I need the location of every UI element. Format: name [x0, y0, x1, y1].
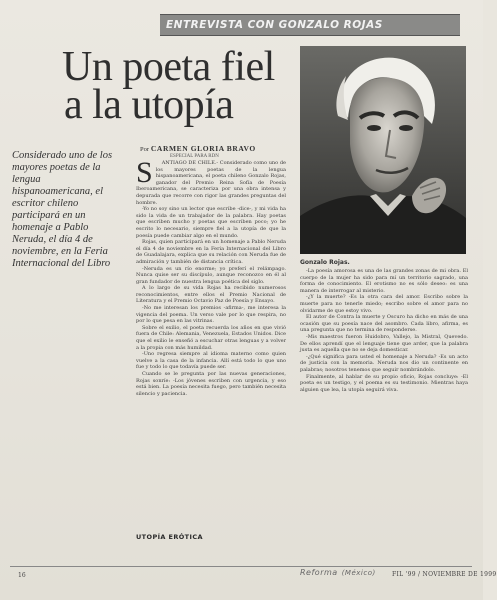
- paragraph: -La poesía amorosa es una de las grandes zonas de mi obra. El cuerpo de la mujer ha sido para mí un territorio sagrado, una forma de conocimiento. El erotismo no es sólo deseo: es una manera de interrogar al misterio.: [300, 268, 468, 294]
- paragraph: A lo largo de su vida Rojas ha recibido numerosos reconocimientos, entre ellos el Premio Nacional de Literatura y el Premio Octavio Paz de Poesía y Ensayo.: [136, 285, 286, 305]
- paragraph: -No me interesan los premios -afirma-, me interesa la vigencia del poema. Un verso vale por lo que respira, no por lo que pesa en las vitrinas.: [136, 305, 286, 325]
- headline-line-2: a la utopía: [64, 82, 234, 128]
- dateline: FIL '99 / NOVIEMBRE DE 1999: [392, 571, 497, 578]
- paragraph: -Uno regresa siempre al idioma materno como quien vuelve a la casa de la infancia. Allí está todo lo que uno fue y todo lo que todavía puede ser.: [136, 351, 286, 371]
- paragraph: ANTIAGO DE CHILE.- Considerado como uno de los mayores poetas de la lengua hispanoamericana, el poeta chileno Gonzalo Rojas, ganador del Premio Reina Sofía de Poesía Iberoamericana, se caracteriza por una obra intensa y depurada que recorre con rigor las grandes preguntas del hombre.: [136, 160, 286, 206]
- paragraph: -¿Y la muerte? -Es la otra cara del amor. Escribo sobre la muerte para no tenerle miedo; escribo sobre el amor para no olvidarme de que estoy vivo.: [300, 294, 468, 314]
- source-stamp: [300, 568, 376, 577]
- section-header-band: [160, 14, 460, 36]
- author-photo: [300, 46, 466, 254]
- photo-caption: Gonzalo Rojas.: [300, 259, 350, 266]
- section-header: ENTREVISTA CON GONZALO ROJAS: [166, 19, 383, 31]
- dropcap: S: [136, 156, 153, 189]
- byline-special: ESPECIAL PARA RDN: [170, 154, 219, 159]
- byline-prefix: Por: [140, 146, 150, 153]
- portrait-image: [300, 46, 466, 254]
- page-number: 16: [18, 572, 26, 579]
- subhead: UTOPÍA ERÓTICA: [136, 533, 203, 541]
- headline-line-1: Un poeta fiel: [62, 44, 275, 90]
- byline: [140, 144, 290, 159]
- paragraph: Cuando se le pregunta por las nuevas generaciones, Rojas sonríe: -Los jóvenes escriben con urgencia, y eso está bien. La poesía necesita fuego, pero también necesita silencio y paciencia.: [136, 371, 286, 397]
- paragraph: -Mis maestros fueron Huidobro, Vallejo, la Mistral, Quevedo. De ellos aprendí que el lenguaje tiene que arder, que la palabra justa es aquella que no se deja domesticar.: [300, 333, 468, 354]
- paragraph: Finalmente, al hablar de su propio oficio, Rojas concluye: -El poeta es un testigo, y el poema es su testimonio. Mientras haya alguien que lea, la utopía seguirá viva.: [300, 373, 468, 393]
- paragraph: El autor de Contra la muerte y Oscuro ha dicho en más de una ocasión que su poesía nace del asombro. Cada libro, afirma, es una pregunta que no termina de responderse.: [300, 314, 468, 334]
- bottom-rule: [10, 566, 472, 567]
- author-name: CARMEN GLORIA BRAVO: [150, 144, 256, 153]
- deck-text: Considerado uno de los mayores poetas de la lengua hispanoamericana, el escritor chileno participará en un homenaje a Pablo Neruda, el día 4 de noviembre, en la Feria Internacional del Libro: [12, 150, 113, 269]
- stamp-main: Reforma: [300, 568, 338, 577]
- paragraph: -Yo no soy sino un lector que escribe -dice-, y mi vida ha sido la vida de un trabajador de la palabra. Hay poetas que escriben mucho y poetas que escriben poco; yo he escrito lo necesario, siempre fiel a la utopía de que la poesía puede cambiar algo en el mundo.: [136, 206, 286, 239]
- paragraph: Sobre el exilio, el poeta recuerda los años en que vivió fuera de Chile: Alemania, Venezuela, Estados Unidos. Dice que el exilio le enseñó a escuchar otras lenguas y a volver a la propia con más humildad.: [136, 324, 286, 351]
- paragraph: Rojas, quien participará en un homenaje a Pablo Neruda el día 4 de noviembre en la Feria Internacional del Libro de Guadalajara, explica que su relación con Neruda fue de admiración y también de distancia crítica.: [136, 239, 286, 265]
- paragraph: -Neruda es un río enorme; yo preferí el relámpago. Nunca quise ser su discípulo, aunque reconozco en él al gran fundador de nuestra lengua poética del siglo.: [136, 265, 286, 285]
- headline: [62, 44, 302, 128]
- stamp-sub: (México): [341, 569, 376, 577]
- article-column-2: [300, 268, 468, 558]
- paragraph: -¿Qué significa para usted el homenaje a Neruda? -Es un acto de justicia con la memoria. Neruda nos dio un continente en palabras; nosotros tenemos que seguir nombrándolo.: [300, 353, 468, 373]
